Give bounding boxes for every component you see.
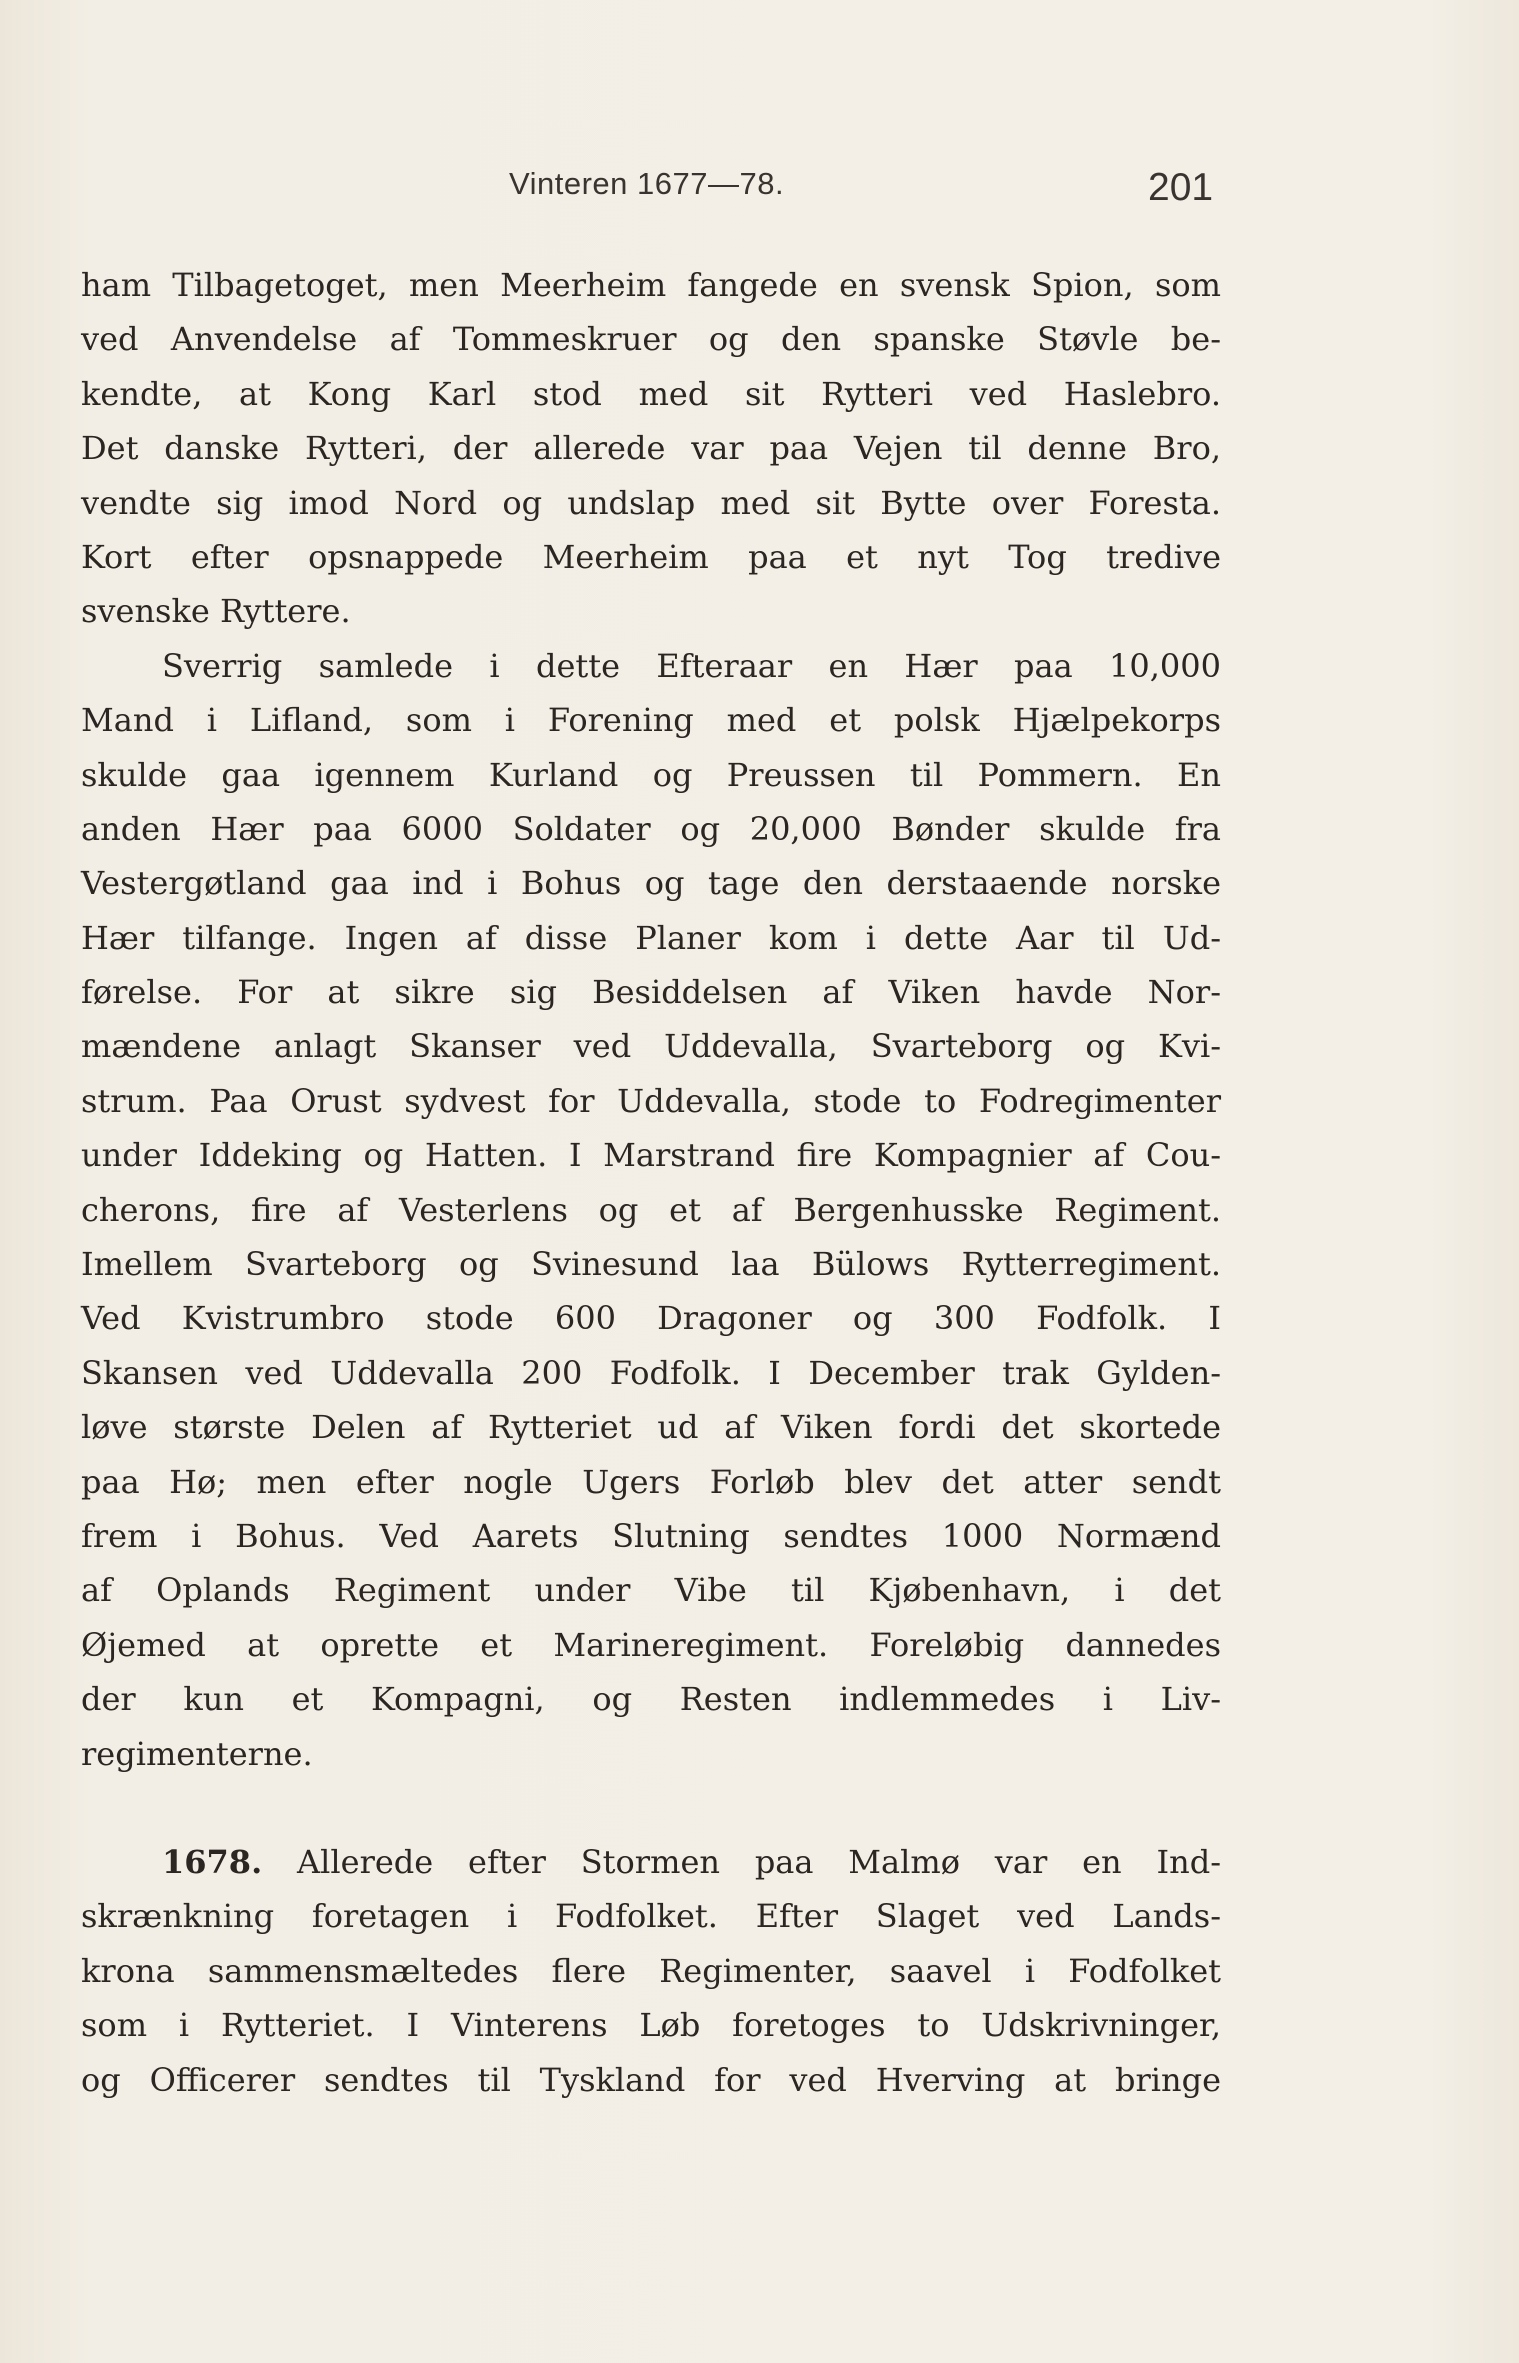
year-heading: 1678. xyxy=(162,1842,263,1881)
text-line: Sverrig samlede i dette Efteraar en Hær paa 10,000 xyxy=(162,646,1221,685)
text-line: Ved Kvistrumbro stode 600 Dragoner og 300 Fodfolk. I xyxy=(81,1299,1221,1338)
paragraph xyxy=(81,639,1221,1781)
text-line: frem i Bohus. Ved Aarets Slutning sendtes 1000 Normænd xyxy=(81,1516,1221,1555)
text-line: krona sammensmæltedes flere Regimenter, saavel i Fodfolket xyxy=(81,1951,1221,1990)
text-line: Mand i Lifland, som i Forening med et polsk Hjælpekorps xyxy=(81,701,1221,740)
text-line: ved Anvendelse af Tommeskruer og den spanske Støvle be- xyxy=(81,320,1221,359)
text-line: regimenterne. xyxy=(81,1734,313,1773)
text-line: Imellem Svarteborg og Svinesund laa Bülows Rytterregiment. xyxy=(81,1245,1221,1284)
text-line: som i Rytteriet. I Vinterens Løb foretoges to Udskrivninger, xyxy=(81,2006,1221,2045)
text-line: ham Tilbagetoget, men Meerheim fangede en svensk Spion, som xyxy=(81,266,1221,304)
text-line: Kort efter opsnappede Meerheim paa et nyt Tog tredive xyxy=(81,537,1221,576)
text-line: svenske Ryttere. xyxy=(81,592,351,631)
text-line: paa Hø; men efter nogle Ugers Forløb blev det atter sendt xyxy=(81,1462,1221,1501)
running-title: Vinteren 1677—78. xyxy=(509,166,785,201)
text-line-rest: Allerede efter Stormen paa Malmø var en Ind- xyxy=(297,1842,1222,1881)
text-line: strum. Paa Orust sydvest for Uddevalla, stode to Fodregimenter xyxy=(81,1081,1221,1120)
text-line: Vestergøtland gaa ind i Bohus og tage den derstaaende norske xyxy=(81,864,1221,903)
text-line: cherons, fire af Vesterlens og et af Bergenhusske Regiment. xyxy=(81,1190,1221,1229)
text-line: Hær tilfange. Ingen af disse Planer kom i dette Aar til Ud- xyxy=(81,918,1221,957)
text-line xyxy=(81,1835,1221,1889)
text-line: vendte sig imod Nord og undslap med sit Bytte over Foresta. xyxy=(81,483,1221,522)
text-line: løve største Delen af Rytteriet ud af Viken fordi det skortede xyxy=(81,1408,1221,1447)
text-line: skrænkning foretagen i Fodfolket. Efter Slaget ved Lands- xyxy=(81,1897,1221,1936)
text-line: førelse. For at sikre sig Besiddelsen af Viken havde Nor- xyxy=(81,973,1221,1012)
body-text xyxy=(81,258,1221,2107)
text-line: anden Hær paa 6000 Soldater og 20,000 Bønder skulde fra xyxy=(81,809,1221,848)
section-gap xyxy=(81,1781,1221,1835)
text-line: Skansen ved Uddevalla 200 Fodfolk. I December trak Gylden- xyxy=(81,1353,1221,1392)
text-line: og Officerer sendtes til Tyskland for ved Hverving at bringe xyxy=(81,2060,1221,2099)
text-line: af Oplands Regiment under Vibe til Kjøbenhavn, i det xyxy=(81,1571,1221,1610)
text-line: mændene anlagt Skanser ved Uddevalla, Svarteborg og Kvi- xyxy=(81,1027,1221,1066)
page-number: 201 xyxy=(1148,166,1214,209)
text-line: Øjemed at oprette et Marineregiment. Foreløbig dannedes xyxy=(81,1625,1221,1664)
text-line: skulde gaa igennem Kurland og Preussen til Pommern. En xyxy=(81,755,1221,794)
text-line: under Iddeking og Hatten. I Marstrand fire Kompagnier af Cou- xyxy=(81,1136,1221,1175)
text-line: kendte, at Kong Karl stod med sit Rytteri ved Haslebro. xyxy=(81,374,1221,413)
text-line: der kun et Kompagni, og Resten indlemmedes i Liv- xyxy=(81,1680,1221,1719)
text-line: Det danske Rytteri, der allerede var paa Vejen til denne Bro, xyxy=(81,429,1221,468)
paragraph xyxy=(81,258,1221,639)
paragraph xyxy=(81,1835,1221,2107)
